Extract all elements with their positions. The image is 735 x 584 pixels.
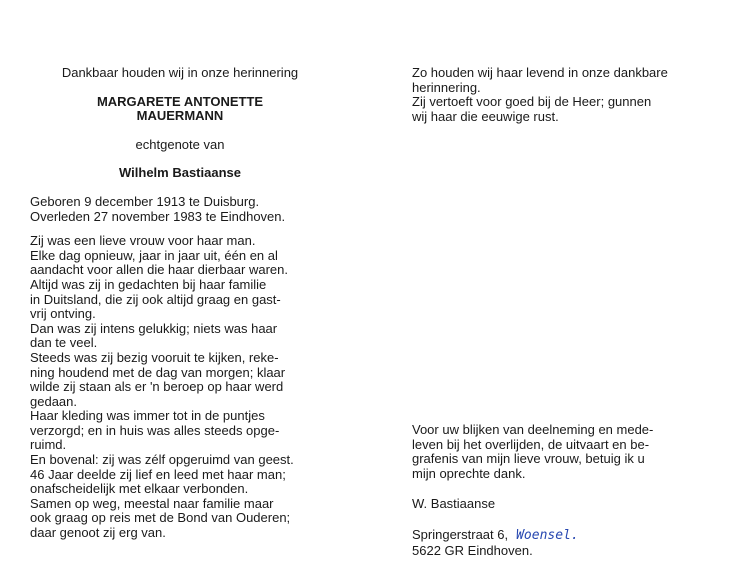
tribute-line: Samen op weg, meestal naar familie maar	[30, 495, 274, 511]
tribute-line: 46 Jaar deelde zij lief en leed met haar man;	[30, 466, 286, 482]
thanks-line: grafenis van mijn lieve vrouw, betuig ik u	[412, 451, 645, 467]
address-line-1	[412, 528, 579, 544]
death-line: Overleden 27 november 1983 te Eindhoven.	[30, 208, 286, 224]
tribute-text	[30, 234, 330, 540]
thanks-line: mijn oprechte dank.	[412, 465, 526, 481]
tribute-line: Zij was een lieve vrouw voor haar man.	[30, 233, 256, 249]
thanks-line: Voor uw blijken van deelneming en mede-	[412, 422, 654, 437]
closing-verse	[412, 66, 712, 124]
tribute-line: dan te veel.	[30, 335, 98, 351]
thanks-text	[412, 423, 712, 481]
handwritten-district: Woensel.	[516, 528, 579, 543]
tribute-line: ning houdend met de dag van morgen; klaar	[30, 364, 286, 380]
deceased-name	[30, 95, 330, 124]
verse-line: Zo houden wij haar levend in onze dankbare	[412, 65, 668, 80]
street: Springerstraat 6,	[412, 527, 509, 542]
tribute-line: Elke dag opnieuw, jaar in jaar uit, één en al	[30, 247, 278, 263]
verse-line: herinnering.	[412, 79, 481, 95]
deceased-name-line: MAUERMANN	[136, 108, 224, 124]
tribute-line: daar genoot zij erg van.	[30, 525, 166, 541]
tribute-line: Dan was zij intens gelukkig; niets was haar	[30, 320, 278, 336]
tribute-line: ruimd.	[30, 437, 67, 453]
tribute-line: ook graag op reis met de Bond van Ouderen;	[30, 510, 291, 526]
deceased-name-line: MARGARETE ANTONETTE	[96, 93, 264, 109]
address-block	[412, 528, 579, 558]
tribute-line: Steeds was zij bezig vooruit te kijken, reke-	[30, 349, 279, 365]
spouse-label: echtgenote van	[135, 136, 225, 152]
tribute-line: gedaan.	[30, 393, 77, 409]
tribute-line: Haar kleding was immer tot in de puntjes	[30, 408, 265, 424]
card-heading: Dankbaar houden wij in onze herinnering	[61, 65, 299, 80]
verse-line: Zij vertoeft voor goed bij de Heer; gunnen	[412, 94, 652, 110]
tribute-line: wilde zij staan als er 'n beroep op haar werd	[30, 379, 284, 395]
tribute-line: onafscheidelijk met elkaar verbonden.	[30, 481, 249, 497]
tribute-line: verzorgd; en in huis was alles steeds opge-	[30, 422, 280, 438]
thanks-line: leven bij het overlijden, de uitvaart en be-	[412, 436, 650, 452]
address-line-2: 5622 GR Eindhoven.	[412, 542, 533, 558]
tribute-line: Altijd was zij in gedachten bij haar familie	[30, 276, 267, 292]
verse-line: wij haar die eeuwige rust.	[412, 108, 559, 124]
tribute-line: vrij ontving.	[30, 306, 96, 322]
spouse-name: Wilhelm Bastiaanse	[119, 165, 241, 181]
tribute-line: aandacht voor allen die haar dierbaar waren.	[30, 262, 289, 278]
tribute-line: in Duitsland, die zij ook altijd graag en gast-	[30, 291, 281, 307]
right-column	[412, 66, 712, 124]
signature: W. Bastiaanse	[412, 496, 496, 511]
life-dates	[30, 195, 330, 224]
tribute-line: En bovenal: zij was zélf opgeruimd van geest.	[30, 452, 294, 468]
birth-line: Geboren 9 december 1913 te Duisburg.	[30, 193, 260, 209]
left-column	[30, 66, 330, 541]
